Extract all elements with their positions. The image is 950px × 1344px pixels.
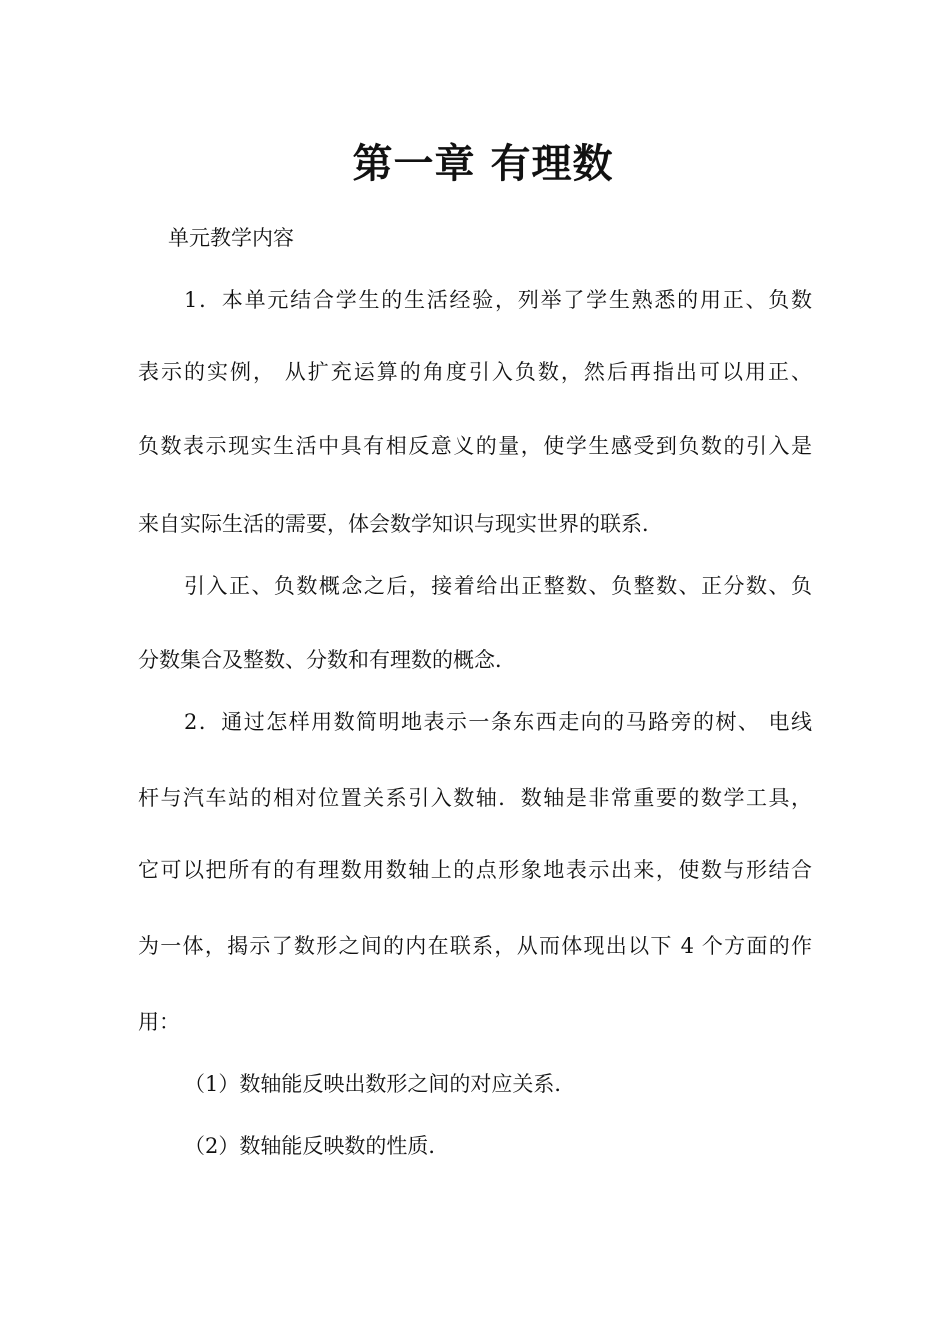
paragraph-3-line-4: 为一体，揭示了数形之间的内在联系，从而体现出以下 4 个方面的作 xyxy=(138,934,812,958)
list-item: （2）数轴能反映数的性质． xyxy=(184,1134,450,1158)
paragraph-3-line-3: 它可以把所有的有理数用数轴上的点形象地表示出来，使数与形结合 xyxy=(138,858,812,882)
paragraph-1-line-4: 来自实际生活的需要，体会数学知识与现实世界的联系． xyxy=(138,512,663,536)
chapter-title: 第一章 有理数 xyxy=(352,141,614,187)
list-item: （1）数轴能反映出数形之间的对应关系． xyxy=(184,1072,576,1096)
paragraph-1-line-3: 负数表示现实生活中具有相反意义的量，使学生感受到负数的引入是 xyxy=(138,434,812,458)
paragraph-2-line-2: 分数集合及整数、分数和有理数的概念． xyxy=(138,648,516,672)
paragraph-1-line-1: 1．本单元结合学生的生活经验，列举了学生熟悉的用正、负数 xyxy=(184,288,812,312)
paragraph-3-line-5: 用： xyxy=(138,1010,180,1034)
paragraph-1-line-2: 表示的实例， 从扩充运算的角度引入负数，然后再指出可以用正、 xyxy=(138,360,812,384)
section-heading: 单元教学内容 xyxy=(168,226,294,250)
paragraph-3-line-1: 2．通过怎样用数简明地表示一条东西走向的马路旁的树、 电线 xyxy=(184,710,812,734)
paragraph-2-line-1: 引入正、负数概念之后，接着给出正整数、负整数、正分数、负 xyxy=(184,574,812,598)
paragraph-3-line-2: 杆与汽车站的相对位置关系引入数轴．数轴是非常重要的数学工具， xyxy=(138,786,812,810)
